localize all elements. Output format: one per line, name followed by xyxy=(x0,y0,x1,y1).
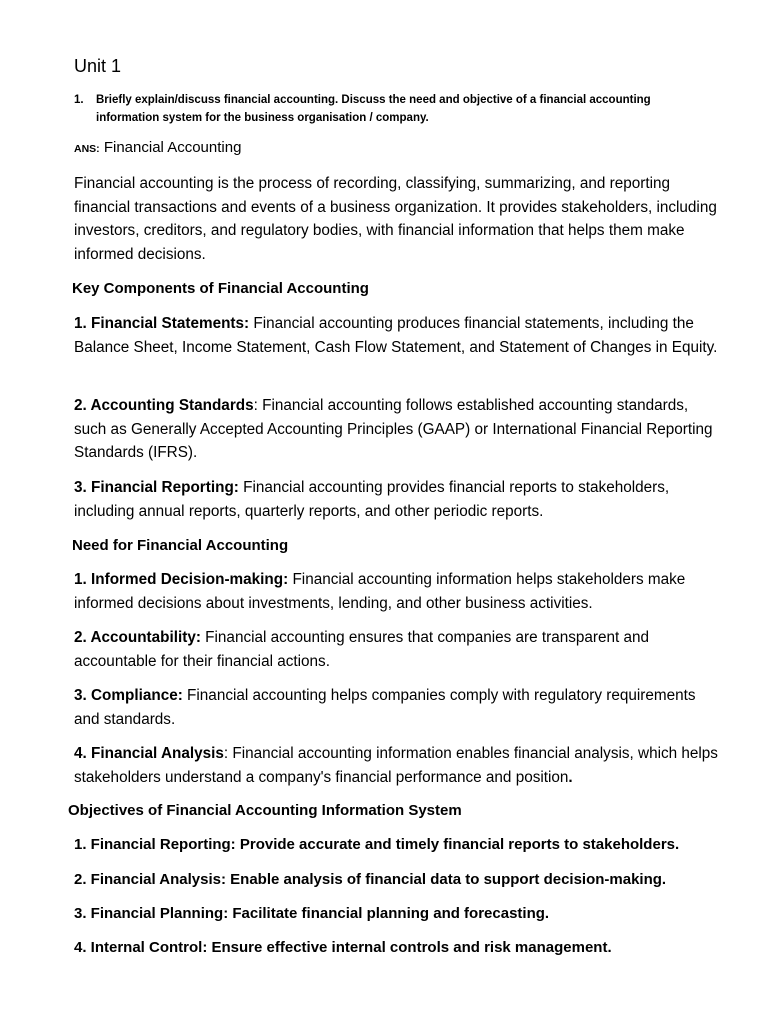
need-term: 4. Financial Analysis xyxy=(74,745,224,762)
need-term: 2. Accountability: xyxy=(74,629,201,646)
key-component-text: Financial accounting provides financial reports to stakeholders, including annual reports, quarterly reports, and other periodic reports. xyxy=(74,479,670,520)
objective-item: 3. Financial Planning: Facilitate financial planning and forecasting. xyxy=(74,905,550,922)
need-item xyxy=(74,568,724,615)
need-heading: Need for Financial Accounting xyxy=(72,537,289,554)
need-term: 1. Informed Decision-making: xyxy=(74,571,289,588)
key-component-term: 2. Accounting Standards xyxy=(74,397,254,414)
key-component-text: : Financial accounting follows established accounting standards, such as Generally Accepted Accounting Principles (GAAP) or International Financial Reporting Standards (IFRS). xyxy=(74,397,713,462)
objective-item: 2. Financial Analysis: Enable analysis of financial data to support decision-making. xyxy=(74,871,667,888)
need-text: Financial accounting helps companies comply with regulatory requirements and standards. xyxy=(74,687,696,728)
need-item xyxy=(74,684,724,731)
question-number: 1. xyxy=(74,94,84,106)
question-text: Briefly explain/discuss financial accounting. Discuss the need and objective of a financial accounting information system for the business organisation / company. xyxy=(96,94,651,124)
unit-title: Unit 1 xyxy=(74,56,122,76)
intro-paragraph: Financial accounting is the process of recording, classifying, summarizing, and reporting financial transactions and events of a business organization. It provides stakeholders, including investors, creditors, and regulatory bodies, with financial information that helps them make informed decisions. xyxy=(74,175,717,263)
key-component-item xyxy=(74,476,724,523)
need-text: : Financial accounting information enables financial analysis, which helps stakeholders understand a company's financial performance and position xyxy=(74,745,718,786)
key-component-item xyxy=(74,312,724,359)
key-component-term: 1. Financial Statements: xyxy=(74,315,250,332)
need-item xyxy=(74,742,724,789)
answer-heading xyxy=(74,139,241,156)
objective-item: 1. Financial Reporting: Provide accurate and timely financial reports to stakeholders. xyxy=(74,836,680,853)
need-term: 3. Compliance: xyxy=(74,687,183,704)
need-text: Financial accounting information helps stakeholders make informed decisions about investments, lending, and other business activities. xyxy=(74,571,686,612)
need-item xyxy=(74,626,724,673)
answer-title: Financial Accounting xyxy=(103,139,242,156)
answer-label: ANS: xyxy=(74,143,100,155)
key-component-item xyxy=(74,394,724,465)
need-text: Financial accounting ensures that companies are transparent and accountable for their financial actions. xyxy=(74,629,650,670)
question xyxy=(74,91,694,127)
objectives-heading: Objectives of Financial Accounting Information System xyxy=(68,802,462,819)
key-component-term: 3. Financial Reporting: xyxy=(74,479,239,496)
objective-item: 4. Internal Control: Ensure effective internal controls and risk management. xyxy=(74,939,612,956)
need-end-mark: . xyxy=(568,768,573,786)
key-component-text: Financial accounting produces financial statements, including the Balance Sheet, Income Statement, Cash Flow Statement, and Statement of Changes in Equity. xyxy=(74,315,718,356)
key-components-heading: Key Components of Financial Accounting xyxy=(72,280,369,297)
